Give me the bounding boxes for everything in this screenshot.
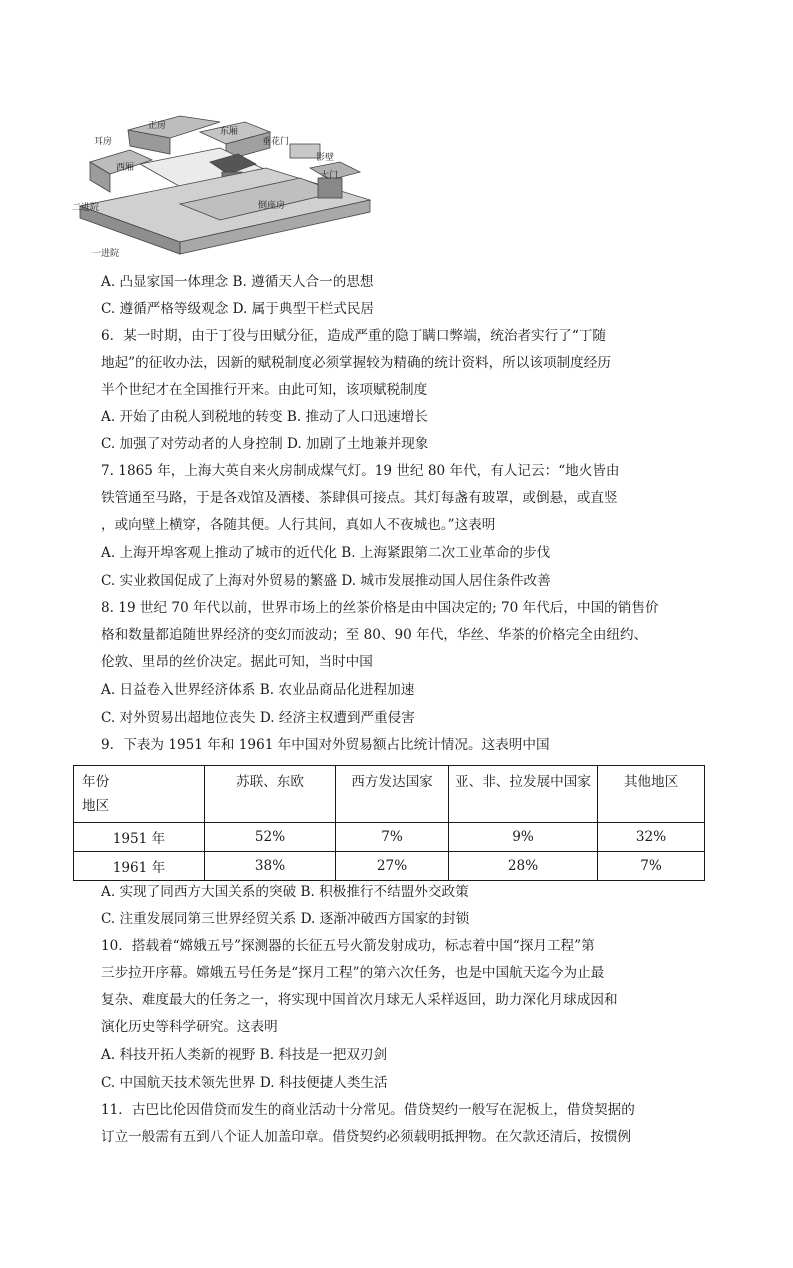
table-cell: 7% <box>598 852 705 881</box>
table-year-cell: 1961 年 <box>74 852 205 881</box>
corner-year-label: 年份 <box>82 774 110 790</box>
table-cell: 28% <box>449 852 598 881</box>
q8-stem-line: 格和数量都追随世界经济的变幻而波动；至 80、90 年代，华丝、华茶的价格完全由纽约、 <box>101 627 648 643</box>
corner-region-label: 地区 <box>82 798 110 814</box>
table-header-cell: 亚、非、拉发展中国家 <box>449 766 598 823</box>
table-cell: 7% <box>336 823 449 852</box>
q5-option-line: A. 凸显家国一体理念 B. 遵循天人合一的思想 <box>101 274 374 290</box>
fig-label-second-courtyard: 二进院 <box>72 203 100 213</box>
q6-stem-line: 地起”的征收办法，因新的赋税制度必须掌握较为精确的统计资料，所以该项制度经历 <box>101 355 611 371</box>
fig-label-main-gate: 大门 <box>320 171 339 181</box>
trade-share-table <box>73 765 705 881</box>
q10-stem-line: 三步拉开序幕。嫦娥五号任务是“探月工程”的第六次任务，也是中国航天迄今为止最 <box>101 965 605 981</box>
q7-option-line: C. 实业救国促成了上海对外贸易的繁盛 D. 城市发展推动国人居住条件改善 <box>101 573 551 589</box>
fig-label-reverse-room: 倒座房 <box>258 201 286 211</box>
table-cell: 27% <box>336 852 449 881</box>
q9-option-line: C. 注重发展同第三世界经贸关系 D. 逐渐冲破西方国家的封锁 <box>101 911 470 927</box>
q8-stem-line: 8. 19 世纪 70 年代以前，世界市场上的丝茶价格是由中国决定的; 70 年代后，中国的销售价 <box>101 600 659 616</box>
fig-label-screen-wall: 影壁 <box>316 153 335 163</box>
q10-stem-line: 演化历史等科学研究。这表明 <box>101 1019 278 1035</box>
table-corner-cell <box>74 766 205 823</box>
table-cell: 52% <box>205 823 336 852</box>
q10-option-line: C. 中国航天技术领先世界 D. 科技便捷人类生活 <box>101 1075 388 1091</box>
table-header-cell: 西方发达国家 <box>336 766 449 823</box>
courtyard-house-illustration <box>70 108 390 260</box>
q10-stem-line: 10．搭载着“嫦娥五号”探测器的长征五号火箭发射成功，标志着中国“探月工程”第 <box>101 938 595 954</box>
q6-stem-line: 6．某一时期，由于丁役与田赋分征，造成严重的隐丁瞒口弊端，统治者实行了“丁随 <box>101 328 606 344</box>
q7-stem-line: ，或向壁上横穿，各随其便。人行其间，真如人不夜城也。”这表明 <box>101 517 496 533</box>
q8-option-line: C. 对外贸易出超地位丧失 D. 经济主权遭到严重侵害 <box>101 710 415 726</box>
q11-stem-line: 订立一般需有五到八个证人加盖印章。借贷契约必须载明抵押物。在欠款还清后，按惯例 <box>101 1129 632 1145</box>
table-header-cell: 其他地区 <box>598 766 705 823</box>
q8-stem-line: 伦敦、里昂的丝价决定。据此可知，当时中国 <box>101 654 373 670</box>
q5-option-line: C. 遵循严格等级观念 D. 属于典型干栏式民居 <box>101 301 375 317</box>
table-cell: 38% <box>205 852 336 881</box>
fig-label-east-wing: 东厢 <box>220 127 239 137</box>
q10-stem-line: 复杂、难度最大的任务之一，将实现中国首次月球无人采样返回，助力深化月球成因和 <box>101 992 618 1008</box>
q6-option-line: C. 加强了对劳动者的人身控制 D. 加剧了土地兼并现象 <box>101 436 429 452</box>
fig-label-first-courtyard: 一进院 <box>92 249 120 259</box>
table-row <box>74 823 705 852</box>
q6-option-line: A. 开始了由税人到税地的转变 B. 推动了人口迅速增长 <box>101 409 428 425</box>
q6-stem-line: 半个世纪才在全国推行开来。由此可知，该项赋税制度 <box>101 382 428 398</box>
q11-stem-line: 11．古巴比伦因借贷而发生的商业活动十分常见。借贷契约一般写在泥板上，借贷契据的 <box>101 1102 635 1118</box>
q7-stem-line: 7. 1865 年，上海大英自来火房制成煤气灯。19 世纪 80 年代，有人记云：“地火皆由 <box>101 463 620 479</box>
fig-label-side-room: 耳房 <box>94 137 113 147</box>
fig-label-main-hall: 正房 <box>148 121 167 131</box>
table-cell: 9% <box>449 823 598 852</box>
q7-stem-line: 铁管通至马路，于是各戏馆及酒楼、茶肆俱可接点。其灯每盏有玻罩，或倒悬，或直竖 <box>101 490 618 506</box>
table-year-cell: 1951 年 <box>74 823 205 852</box>
table-header-cell: 苏联、东欧 <box>205 766 336 823</box>
q9-stem-line: 9．下表为 1951 年和 1961 年中国对外贸易额占比统计情况。这表明中国 <box>101 737 550 753</box>
table-row <box>74 852 705 881</box>
table-header-row <box>74 766 705 823</box>
q9-option-line: A. 实现了同西方大国关系的突破 B. 积极推行不结盟外交政策 <box>101 884 469 900</box>
table-cell: 32% <box>598 823 705 852</box>
fig-label-hanging-flower-gate: 垂花门 <box>262 137 290 147</box>
fig-label-west-wing: 西厢 <box>116 163 135 173</box>
q7-option-line: A. 上海开埠客观上推动了城市的近代化 B. 上海紧跟第二次工业革命的步伐 <box>101 545 551 561</box>
q10-option-line: A. 科技开拓人类新的视野 B. 科技是一把双刃剑 <box>101 1047 388 1063</box>
q8-option-line: A. 日益卷入世界经济体系 B. 农业品商品化进程加速 <box>101 682 415 698</box>
